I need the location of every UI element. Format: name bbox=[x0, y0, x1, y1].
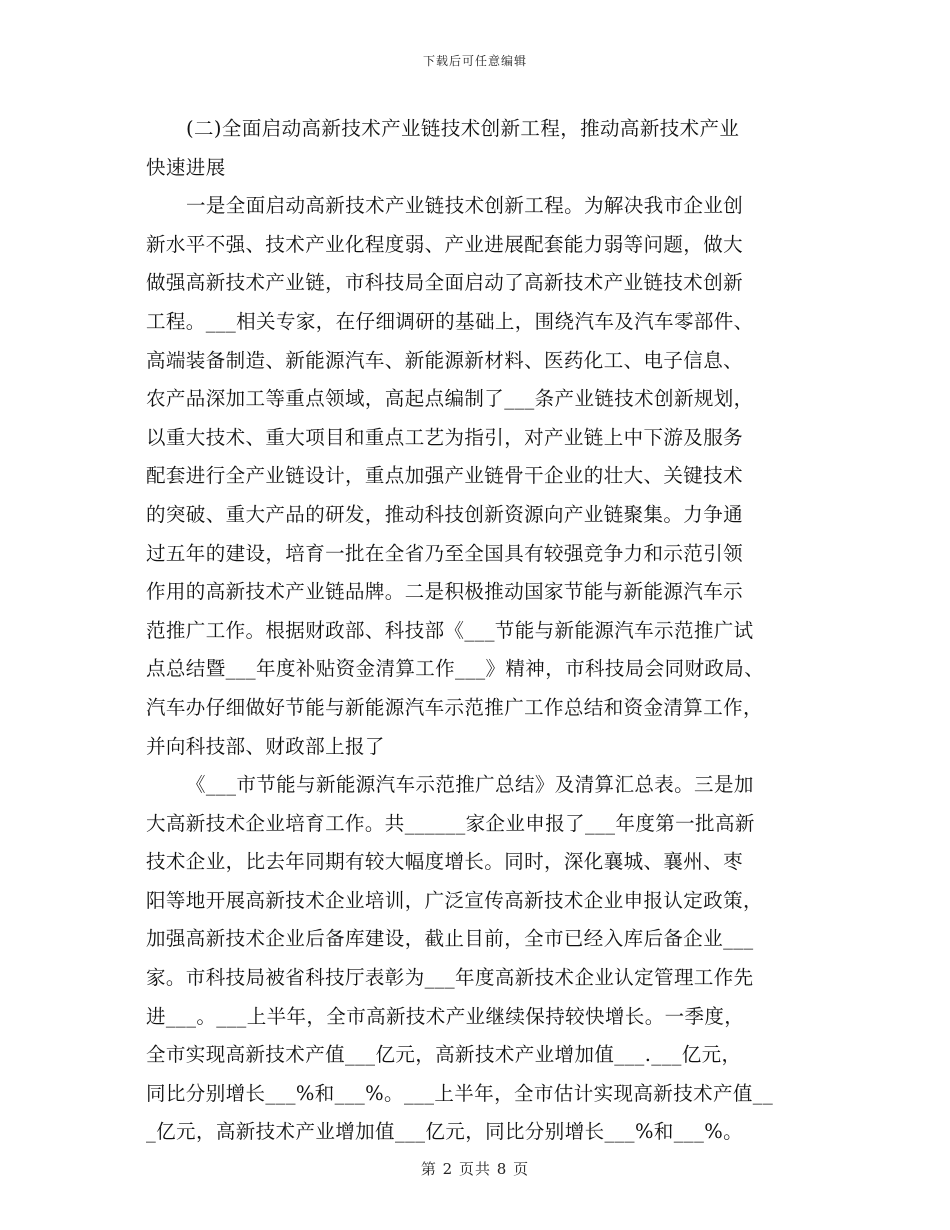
paragraph-line: 家。市科技局被省科技厅表彰为___年度高新技术企业认定管理工作先 bbox=[146, 966, 754, 990]
paragraph-line: 同比分别增长___%和___%。___上半年，全市估计实现高新技术产值__ bbox=[146, 1081, 774, 1105]
section-heading-line-1: (二)全面启动高新技术产业链技术创新工程，推动高新技术产业 bbox=[186, 117, 740, 140]
paragraph-line: 高端装备制造、新能源汽车、新能源新材料、医药化工、电子信息、 bbox=[146, 348, 744, 372]
paragraph-line: 加强高新技术企业后备库建设，截止目前，全市已经入库后备企业___ bbox=[146, 927, 754, 951]
paragraph-line: 的突破、重大产品的研发，推动科技创新资源向产业链聚集。力争通 bbox=[146, 502, 744, 526]
paragraph-line: 阳等地开展高新技术企业培训，广泛宣传高新技术企业申报认定政策， bbox=[146, 888, 763, 912]
paragraph-line: 《___市节能与新能源汽车示范推广总结》及清算汇总表。三是加 bbox=[186, 773, 754, 797]
paragraph-line: 以重大技术、重大项目和重点工艺为指引，对产业链上中下游及服务 bbox=[146, 425, 744, 449]
paragraph-line: _亿元，高新技术产业增加值___亿元，同比分别增长___%和___%。 bbox=[146, 1120, 744, 1144]
page-number-footer: 第 2 页共 8 页 bbox=[420, 1160, 530, 1178]
paragraph-line: 新水平不强、技术产业化程度弱、产业进展配套能力弱等问题，做大 bbox=[146, 232, 744, 256]
page-header-note: 下载后可任意编辑 bbox=[422, 54, 527, 68]
paragraph-line: 农产品深加工等重点领域，高起点编制了___条产业链技术创新规划， bbox=[146, 387, 754, 411]
document-body bbox=[146, 110, 808, 1152]
paragraph-line: 大高新技术企业培育工作。共______家企业申报了___年度第一批高新 bbox=[146, 811, 755, 835]
paragraph-line: 技术企业，比去年同期有较大幅度增长。同时，深化襄城、襄州、枣 bbox=[146, 850, 744, 874]
paragraph-line: 并向科技部、财政部上报了 bbox=[146, 734, 385, 758]
paragraph-line: 作用的高新技术产业链品牌。二是积极推动国家节能与新能源汽车示 bbox=[146, 580, 744, 604]
paragraph-line: 全市实现高新技术产值___亿元，高新技术产业增加值___.___亿元， bbox=[146, 1043, 742, 1067]
paragraph-line: 配套进行全产业链设计，重点加强产业链骨干企业的壮大、关键技术 bbox=[146, 464, 744, 488]
paragraph-line: 进___。___上半年，全市高新技术产业继续保持较快增长。一季度， bbox=[146, 1004, 745, 1028]
paragraph-line: 汽车办仔细做好节能与新能源汽车示范推广工作总结和资金清算工作， bbox=[146, 695, 763, 719]
paragraph-line: 点总结暨___年度补贴资金清算工作___》精神，市科技局会同财政局、 bbox=[146, 657, 765, 681]
paragraph-line: 工程。___相关专家，在仔细调研的基础上，围绕汽车及汽车零部件、 bbox=[146, 309, 754, 333]
paragraph-line: 范推广工作。根据财政部、科技部《___节能与新能源汽车示范推广试 bbox=[146, 618, 754, 642]
section-heading-line-2: 快速进展 bbox=[146, 155, 226, 179]
paragraph-line: 一是全面启动高新技术产业链技术创新工程。为解决我市企业创 bbox=[186, 194, 744, 218]
paragraph-line: 过五年的建设，培育一批在全省乃至全国具有较强竞争力和示范引领 bbox=[146, 541, 744, 565]
paragraph-line: 做强高新技术产业链，市科技局全面启动了高新技术产业链技术创新 bbox=[146, 271, 744, 295]
